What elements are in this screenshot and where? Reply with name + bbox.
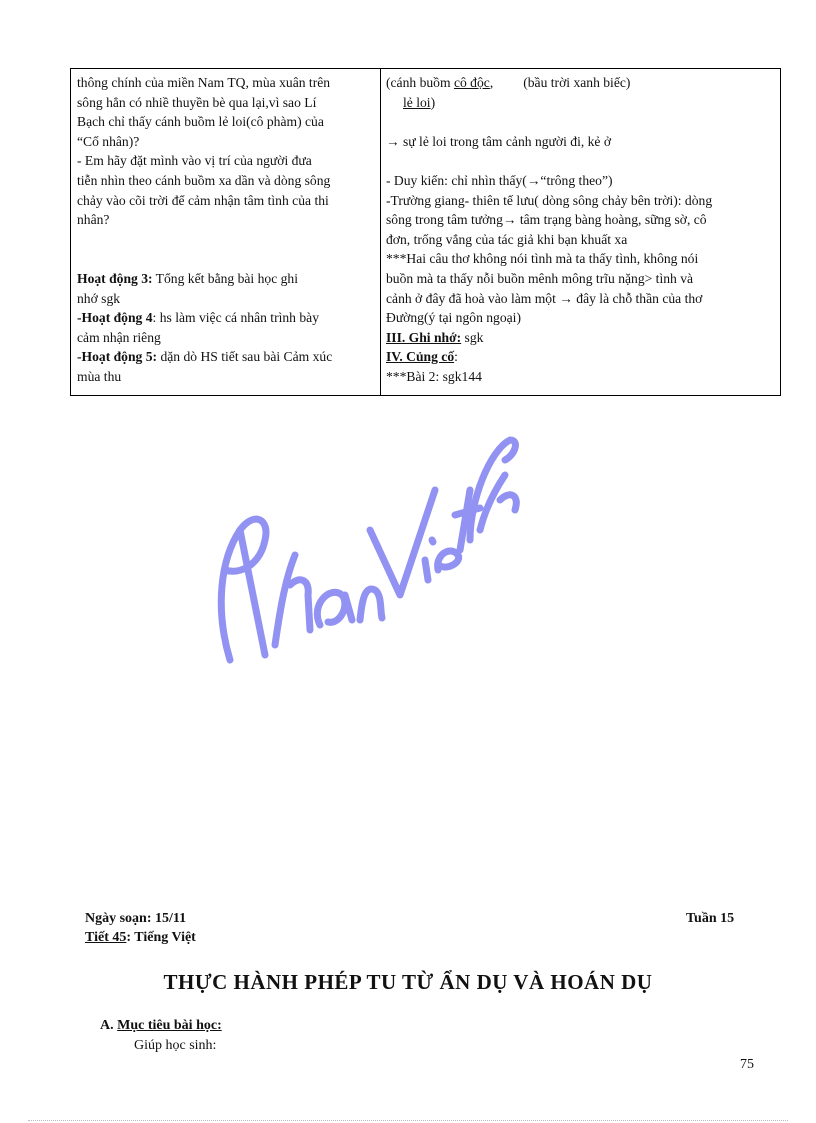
text-fragment: sgk: [461, 329, 484, 345]
left-line: “Cố nhân)?: [77, 133, 140, 149]
lesson-subject: : Tiếng Việt: [126, 930, 196, 945]
section-a-heading: [100, 1018, 222, 1034]
left-line: - Em hãy đặt mình vào vị trí của người đưa: [77, 153, 312, 169]
activity-5: [77, 347, 375, 367]
right-line-1: [386, 73, 778, 93]
activity-3: [77, 269, 375, 289]
prep-date: Ngày soạn: 15/11: [85, 911, 187, 926]
underlined-word: cô độc: [453, 75, 490, 90]
section-a-sub: Giúp học sinh:: [134, 1038, 217, 1053]
activity-label: -Hoạt động 5:: [77, 349, 158, 365]
table-divider: [380, 69, 381, 395]
bai-2-line: ***Bài 2: sgk144: [386, 368, 482, 384]
text-fragment: (bầu trời xanh biếc): [523, 75, 631, 90]
activity-label: Hoạt động 3:: [77, 270, 153, 286]
page-number: 75: [740, 1057, 754, 1072]
page-title: THỰC HÀNH PHÉP TU TỪ ẨN DỤ VÀ HOÁN DỤ: [163, 970, 653, 994]
week-label: Tuần 15: [686, 911, 735, 926]
arrow-line: → sự lẻ loi trong tâm cảnh người đi, kẻ ở: [386, 133, 612, 149]
section-label: III. Ghi nhớ:: [386, 329, 462, 345]
lesson-table: [70, 68, 781, 396]
activity-label: -Hoạt động 4: [77, 310, 153, 326]
activity-5-cont: mùa thu: [77, 368, 122, 384]
activity-4: [77, 308, 375, 328]
duy-kien-line: - Duy kiến: chỉ nhìn thấy(→“trông theo”): [386, 172, 613, 188]
left-line: chảy vào cõi trời để cảm nhận tâm tình của thi: [77, 192, 329, 208]
right-column: [386, 73, 778, 387]
text-fragment: (cánh buồm: [386, 75, 454, 90]
signature-watermark: [170, 380, 530, 680]
hai-cau-line: buồn mà ta thấy nỗi buồn mênh mông trĩu nặng> tình và: [386, 270, 694, 286]
left-line: thông chính của miền Nam TQ, mùa xuân trên: [77, 75, 331, 90]
left-line: sông hẳn có nhiề thuyền bè qua lại,vì sao Lí: [77, 94, 317, 110]
underlined-word: lẻ loi: [403, 94, 431, 110]
left-line: nhân?: [77, 212, 110, 228]
ghi-nho-line: [386, 328, 778, 348]
section-label: IV. Củng cố: [386, 349, 455, 365]
truong-giang-line: đơn, trống vắng của tác giả khi bạn khuất xa: [386, 231, 628, 247]
text-fragment: :: [454, 349, 458, 365]
text-fragment: ,: [489, 75, 494, 90]
left-column: [77, 73, 375, 387]
bottom-divider: [28, 1120, 788, 1121]
text-fragment: ): [430, 94, 436, 110]
truong-giang-line: -Trường giang- thiên tế lưu( dòng sông chảy bên trời): dòng: [386, 192, 713, 208]
section-prefix: A.: [100, 1018, 118, 1033]
hai-cau-line: Đường(ý tại ngôn ngoại): [386, 310, 521, 326]
activity-3-cont: nhớ sgk: [77, 290, 121, 306]
left-line: tiễn nhìn theo cánh buồm xa dần và dòng sông: [77, 172, 331, 188]
lesson-number-label: Tiết 45: [85, 930, 127, 945]
left-line: Bạch chỉ thấy cánh buồm lẻ loi(cô phàm) của: [77, 114, 324, 130]
activity-text: : hs làm việc cá nhân trình bày: [152, 310, 320, 326]
hai-cau-line: ***Hai câu thơ không nói tình mà ta thấy tình, không nói: [386, 251, 699, 267]
cung-co-line: [386, 347, 778, 367]
activity-text: dặn dò HS tiết sau bài Cảm xúc: [157, 349, 333, 365]
section-label: Mục tiêu bài học:: [117, 1018, 222, 1033]
right-line-2: [386, 93, 778, 113]
activity-text: Tổng kết bằng bài học ghi: [152, 270, 299, 286]
hai-cau-line: cảnh ở đây đã hoà vào làm một → đây là chỗ thần của thơ: [386, 290, 703, 306]
activity-4-cont: cảm nhận riêng: [77, 329, 161, 345]
truong-giang-line: sông trong tâm tưởng→ tâm trạng bàng hoàng, sững sờ, cô: [386, 212, 707, 228]
lesson-number: [85, 930, 196, 946]
